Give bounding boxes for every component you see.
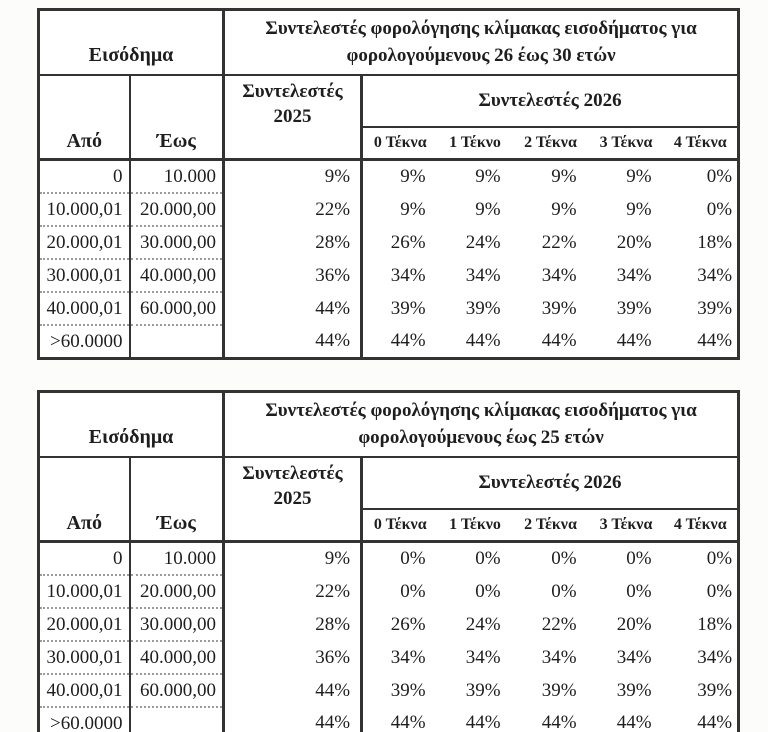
cell-2026-1: 44% <box>465 712 501 732</box>
table-row <box>39 542 739 576</box>
cell-to: 60.000,00 <box>130 674 224 707</box>
cell-2026-1: 0% <box>475 548 501 569</box>
col-header-from: Από <box>39 75 130 160</box>
cell-to: 30.000,00 <box>130 608 224 641</box>
table-row <box>39 259 739 292</box>
cell-2026-3: 44% <box>616 330 652 351</box>
table-row <box>39 674 739 707</box>
cell-to: 20.000,00 <box>130 575 224 608</box>
cell-to: 60.000,00 <box>130 292 224 325</box>
table-row <box>39 707 739 732</box>
cell-to <box>130 707 224 732</box>
cell-to: 10.000 <box>130 542 224 576</box>
header-row-1 <box>39 10 739 76</box>
cell-2026-2: 22% <box>541 231 577 253</box>
col-header-2025: Συντελεστές 2025 <box>224 75 362 160</box>
cell-2026-2: 44% <box>541 330 577 351</box>
cell-2026-2: 22% <box>541 613 577 635</box>
cell-2025: 36% <box>224 641 362 674</box>
cell-2026-4: 0% <box>706 166 733 187</box>
cell-2026-2: 0% <box>551 548 577 569</box>
cell-2025: 44% <box>224 707 362 732</box>
cell-to: 30.000,00 <box>130 226 224 259</box>
cell-2026-0: 9% <box>400 166 426 187</box>
col-header-children-1: 1 Τέκνο <box>438 127 513 160</box>
col-header-children-0: 0 Τέκνα <box>362 127 438 160</box>
cell-2025: 44% <box>224 292 362 325</box>
cell-2026-1: 24% <box>465 613 501 635</box>
cell-2026-2: 39% <box>541 297 577 319</box>
cell-from: 10.000,01 <box>39 193 130 226</box>
cell-2025: 22% <box>224 193 362 226</box>
cell-2026-3: 20% <box>616 231 652 253</box>
table-row <box>39 160 739 194</box>
cell-to: 10.000 <box>130 160 224 194</box>
cell-2026-4: 39% <box>697 297 733 319</box>
cell-to <box>130 325 224 359</box>
cell-2026-1: 34% <box>465 646 501 668</box>
cell-to: 20.000,00 <box>130 193 224 226</box>
cell-2026-4: 44% <box>697 712 733 732</box>
tax-table-up-to-25 <box>37 390 740 732</box>
cell-2025: 28% <box>224 226 362 259</box>
cell-from: 20.000,01 <box>39 608 130 641</box>
cell-2025: 9% <box>224 542 362 576</box>
col-header-2026: Συντελεστές 2026 <box>362 457 739 509</box>
cell-2026-4: 0% <box>706 548 733 569</box>
cell-2026-2: 9% <box>551 166 577 187</box>
cell-2026-1: 34% <box>465 264 501 286</box>
col-header-from: Από <box>39 457 130 542</box>
income-header: Εισόδημα <box>39 392 224 458</box>
cell-2026-1: 44% <box>465 330 501 351</box>
cell-2026-4: 0% <box>706 198 733 220</box>
cell-2026-1: 9% <box>475 166 501 187</box>
cell-from: >60.0000 <box>39 707 130 732</box>
cell-2026-3: 34% <box>616 264 652 286</box>
cell-2026-4: 34% <box>697 264 733 286</box>
cell-2026-3: 9% <box>626 198 652 220</box>
cell-2026-3: 34% <box>616 646 652 668</box>
cell-2026-3: 44% <box>616 712 652 732</box>
cell-2026-4: 34% <box>697 646 733 668</box>
cell-2025: 44% <box>224 325 362 359</box>
cell-2026-0: 26% <box>390 231 426 253</box>
cell-from: 0 <box>39 542 130 576</box>
col-header-2026: Συντελεστές 2026 <box>362 75 739 127</box>
cell-2026-3: 20% <box>616 613 652 635</box>
table-row <box>39 641 739 674</box>
cell-2025: 44% <box>224 674 362 707</box>
cell-2026-4: 39% <box>697 679 733 701</box>
cell-2026-1: 9% <box>475 198 501 220</box>
cell-from: >60.0000 <box>39 325 130 359</box>
cell-2026-3: 39% <box>616 679 652 701</box>
cell-2026-1: 39% <box>465 297 501 319</box>
cell-2026-4: 18% <box>697 613 733 635</box>
cell-2026-2: 0% <box>551 580 577 602</box>
cell-2026-1: 39% <box>465 679 501 701</box>
cell-2026-4: 0% <box>706 580 733 602</box>
cell-to: 40.000,00 <box>130 641 224 674</box>
table-title: Συντελεστές φορολόγησης κλίμακας εισοδήματος για φορολογούμενους έως 25 ετών <box>224 392 739 458</box>
cell-2025: 36% <box>224 259 362 292</box>
col-header-children-4: 4 Τέκνα <box>664 127 739 160</box>
cell-2026-0: 34% <box>390 646 426 668</box>
tax-table-26-30 <box>37 8 740 360</box>
cell-2026-0: 39% <box>390 297 426 319</box>
col-header-children-3: 3 Τέκνα <box>589 509 664 542</box>
col-header-children-3: 3 Τέκνα <box>589 127 664 160</box>
cell-2026-0: 0% <box>400 548 426 569</box>
cell-2026-0: 44% <box>390 330 426 351</box>
cell-from: 20.000,01 <box>39 226 130 259</box>
cell-2026-0: 9% <box>400 198 426 220</box>
cell-2026-0: 44% <box>390 712 426 732</box>
cell-2026-0: 0% <box>400 580 426 602</box>
cell-2026-0: 39% <box>390 679 426 701</box>
cell-2026-2: 39% <box>541 679 577 701</box>
table-row <box>39 193 739 226</box>
cell-2026-0: 26% <box>390 613 426 635</box>
cell-from: 30.000,01 <box>39 641 130 674</box>
col-header-children-1: 1 Τέκνο <box>438 509 513 542</box>
cell-2026-4: 18% <box>697 231 733 253</box>
cell-2026-3: 39% <box>616 297 652 319</box>
table-row <box>39 226 739 259</box>
cell-from: 30.000,01 <box>39 259 130 292</box>
table-row <box>39 325 739 359</box>
cell-2026-1: 0% <box>475 580 501 602</box>
cell-from: 40.000,01 <box>39 674 130 707</box>
table-row <box>39 292 739 325</box>
cell-2026-4: 44% <box>697 330 733 351</box>
table-title: Συντελεστές φορολόγησης κλίμακας εισοδήματος για φορολογούμενους 26 έως 30 ετών <box>224 10 739 76</box>
header-row-1 <box>39 392 739 458</box>
cell-2026-0: 34% <box>390 264 426 286</box>
cell-from: 0 <box>39 160 130 194</box>
cell-2025: 9% <box>224 160 362 194</box>
cell-2026-3: 0% <box>626 548 652 569</box>
col-header-to: Έως <box>130 75 224 160</box>
cell-2026-2: 34% <box>541 646 577 668</box>
col-header-children-0: 0 Τέκνα <box>362 509 438 542</box>
cell-from: 40.000,01 <box>39 292 130 325</box>
col-header-children-4: 4 Τέκνα <box>664 509 739 542</box>
col-header-children-2: 2 Τέκνα <box>513 127 589 160</box>
cell-2026-3: 9% <box>626 166 652 187</box>
cell-2025: 22% <box>224 575 362 608</box>
cell-2026-2: 9% <box>551 198 577 220</box>
table-row <box>39 608 739 641</box>
cell-2026-1: 24% <box>465 231 501 253</box>
header-row-2 <box>39 75 739 127</box>
col-header-to: Έως <box>130 457 224 542</box>
col-header-children-2: 2 Τέκνα <box>513 509 589 542</box>
cell-2026-2: 34% <box>541 264 577 286</box>
cell-from: 10.000,01 <box>39 575 130 608</box>
header-row-2 <box>39 457 739 509</box>
table-row <box>39 575 739 608</box>
cell-2026-2: 44% <box>541 712 577 732</box>
cell-2025: 28% <box>224 608 362 641</box>
cell-to: 40.000,00 <box>130 259 224 292</box>
cell-2026-3: 0% <box>626 580 652 602</box>
col-header-2025: Συντελεστές 2025 <box>224 457 362 542</box>
income-header: Εισόδημα <box>39 10 224 76</box>
